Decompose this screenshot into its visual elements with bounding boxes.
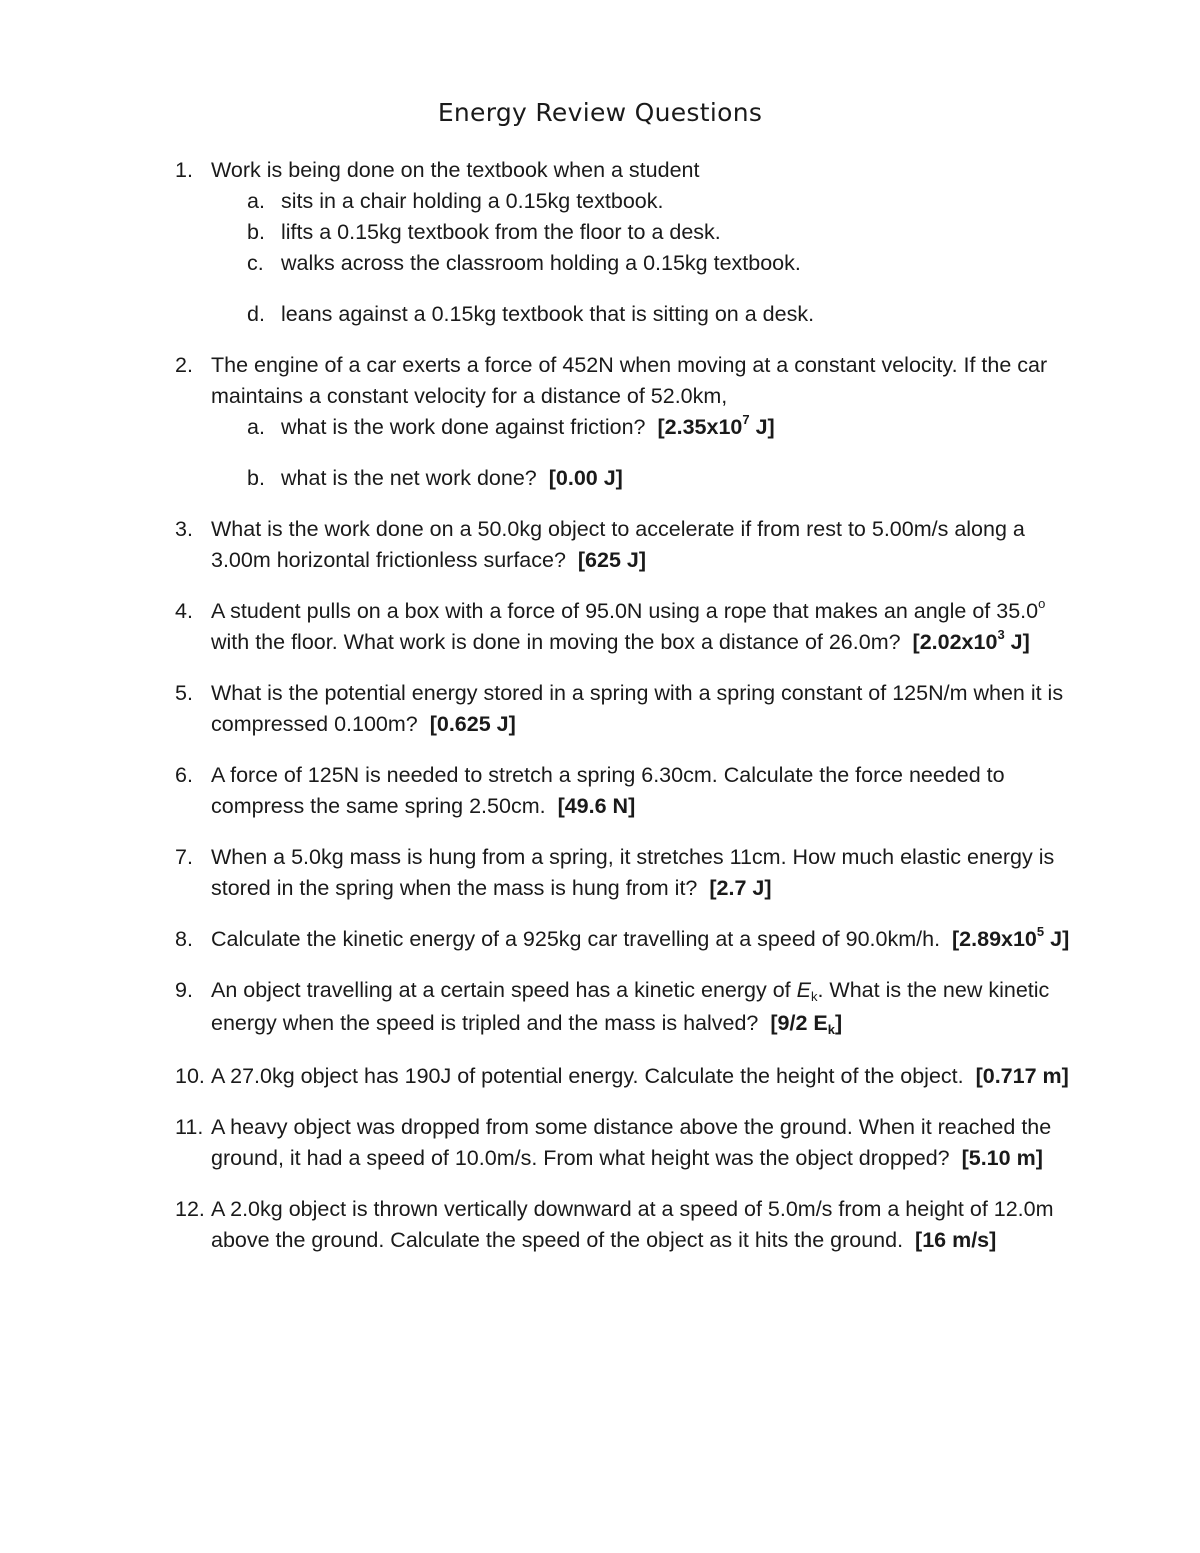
question-10: [0, 1061, 1071, 1092]
question-text: What is the work done on a 50.0kg object to accelerate if from rest to 5.00m/s along a 3.00m horizontal frictionless surface?: [211, 517, 1025, 572]
option-b: [211, 217, 1071, 248]
option-text: lifts a 0.15kg textbook from the floor to a desk.: [281, 220, 721, 244]
answer-text: [625 J]: [577, 548, 647, 572]
question-text: An object travelling at a certain speed has a kinetic energy of: [211, 978, 797, 1002]
answer: [572, 548, 646, 572]
answer-exponent: 3: [997, 626, 1005, 642]
option-list: [211, 186, 1071, 330]
question-number: 11.: [175, 1115, 204, 1139]
option-b: [211, 463, 1071, 494]
option-letter: b.: [247, 220, 265, 244]
question-5: [0, 678, 1071, 740]
option-letter: a.: [247, 415, 265, 439]
option-d: [211, 299, 1071, 330]
question-text-cont: with the floor. What work is done in moving the box a distance of 26.0m?: [211, 630, 901, 654]
question-number: 9.: [175, 978, 193, 1002]
answer: [907, 626, 1030, 654]
option-c: [211, 248, 1071, 279]
answer-close: ]: [834, 1011, 843, 1035]
question-text: The engine of a car exerts a force of 452N when moving at a constant velocity. If the car maintains a constant velocity for a distance of 52.0km,: [211, 353, 1048, 408]
question-1: [0, 155, 1071, 330]
question-text: A force of 125N is needed to stretch a spring 6.30cm. Calculate the force needed to compress the same spring 2.50cm.: [211, 763, 1005, 818]
question-number: 6.: [175, 763, 193, 787]
answer-unit: J]: [749, 415, 775, 439]
question-number: 5.: [175, 681, 193, 705]
question-8: [0, 924, 1071, 955]
answer-text: [49.6 N]: [557, 794, 636, 818]
answer-exponent: 5: [1036, 923, 1045, 939]
kinetic-energy-symbol: E: [796, 978, 811, 1002]
question-number: 2.: [175, 353, 193, 377]
answer-unit: J]: [1044, 927, 1070, 951]
answer: [543, 466, 623, 490]
answer: [703, 876, 771, 900]
question-text: A 27.0kg object has 190J of potential energy. Calculate the height of the object.: [211, 1064, 964, 1088]
question-number: 3.: [175, 517, 193, 541]
question-number: 1.: [175, 158, 193, 182]
answer-base: [2.35x10: [657, 415, 743, 439]
question-4: [0, 596, 1071, 658]
answer: [652, 411, 775, 439]
answer-exponent: 7: [742, 411, 750, 427]
degree-symbol: o: [1038, 595, 1046, 611]
page-title: Energy Review Questions: [437, 98, 763, 127]
answer-base: [9/2 E: [770, 1011, 828, 1035]
kinetic-energy-subscript: k: [810, 989, 818, 1004]
question-9: [0, 975, 1071, 1041]
question-12: [0, 1194, 1071, 1256]
option-text: leans against a 0.15kg textbook that is sitting on a desk.: [281, 302, 815, 326]
answer: [909, 1228, 996, 1252]
question-text: When a 5.0kg mass is hung from a spring, it stretches 11cm. How much elastic energy is stored in the spring when the mass is hung from it?: [211, 845, 1055, 900]
answer-text: [16 m/s]: [915, 1228, 997, 1252]
option-a: [211, 412, 1071, 443]
question-11: [0, 1112, 1071, 1174]
question-2: [0, 350, 1071, 494]
answer: [956, 1146, 1043, 1170]
answer-text: [0.717 m]: [975, 1064, 1069, 1088]
option-list: [211, 412, 1071, 494]
question-text: Work is being done on the textbook when a student: [211, 158, 700, 182]
answer-text: [0.00 J]: [548, 466, 623, 490]
question-number: 8.: [175, 927, 193, 951]
option-letter: a.: [247, 189, 265, 213]
question-text: A student pulls on a box with a force of 95.0N using a rope that makes an angle of 35.0: [211, 599, 1039, 623]
answer-text: [2.7 J]: [709, 876, 772, 900]
answer-unit: J]: [1004, 630, 1030, 654]
option-text: what is the work done against friction?: [281, 415, 646, 439]
question-7: [0, 842, 1071, 904]
option-text: walks across the classroom holding a 0.15kg textbook.: [281, 251, 801, 275]
question-3: [0, 514, 1071, 576]
answer-subscript: k: [827, 1022, 835, 1037]
answer-base: [2.02x10: [912, 630, 998, 654]
question-text: What is the potential energy stored in a spring with a spring constant of 125N/m when it is compressed 0.100m?: [211, 681, 1064, 736]
question-6: [0, 760, 1071, 822]
option-letter: c.: [247, 251, 264, 275]
answer-base: [2.89x10: [952, 927, 1037, 951]
question-text: A 2.0kg object is thrown vertically downward at a speed of 5.0m/s from a height of 12.0m above the ground. Calculate the speed of the object as it hits the ground.: [211, 1197, 1054, 1252]
option-text: what is the net work done?: [281, 466, 537, 490]
question-number: 12.: [175, 1197, 205, 1221]
answer-text: [5.10 m]: [961, 1146, 1043, 1170]
answer-text: [0.625 J]: [429, 712, 516, 736]
answer: [424, 712, 516, 736]
option-letter: d.: [247, 302, 265, 326]
answer: [970, 1064, 1069, 1088]
answer: [764, 1011, 842, 1035]
question-list: [0, 155, 1200, 1276]
question-number: 7.: [175, 845, 193, 869]
option-letter: b.: [247, 466, 265, 490]
question-text: A heavy object was dropped from some distance above the ground. When it reached the ground, it had a speed of 10.0m/s. From what height was the object dropped?: [211, 1115, 1052, 1170]
question-text: Calculate the kinetic energy of a 925kg car travelling at a speed of 90.0km/h.: [211, 927, 941, 951]
option-a: [211, 186, 1071, 217]
question-text-cont: . What is the new kinetic energy when the speed is tripled and the mass is halved?: [211, 978, 1050, 1035]
answer: [552, 794, 636, 818]
answer: [946, 923, 1070, 951]
question-number: 4.: [175, 599, 193, 623]
question-number: 10.: [175, 1064, 205, 1088]
option-text: sits in a chair holding a 0.15kg textbook.: [281, 189, 664, 213]
